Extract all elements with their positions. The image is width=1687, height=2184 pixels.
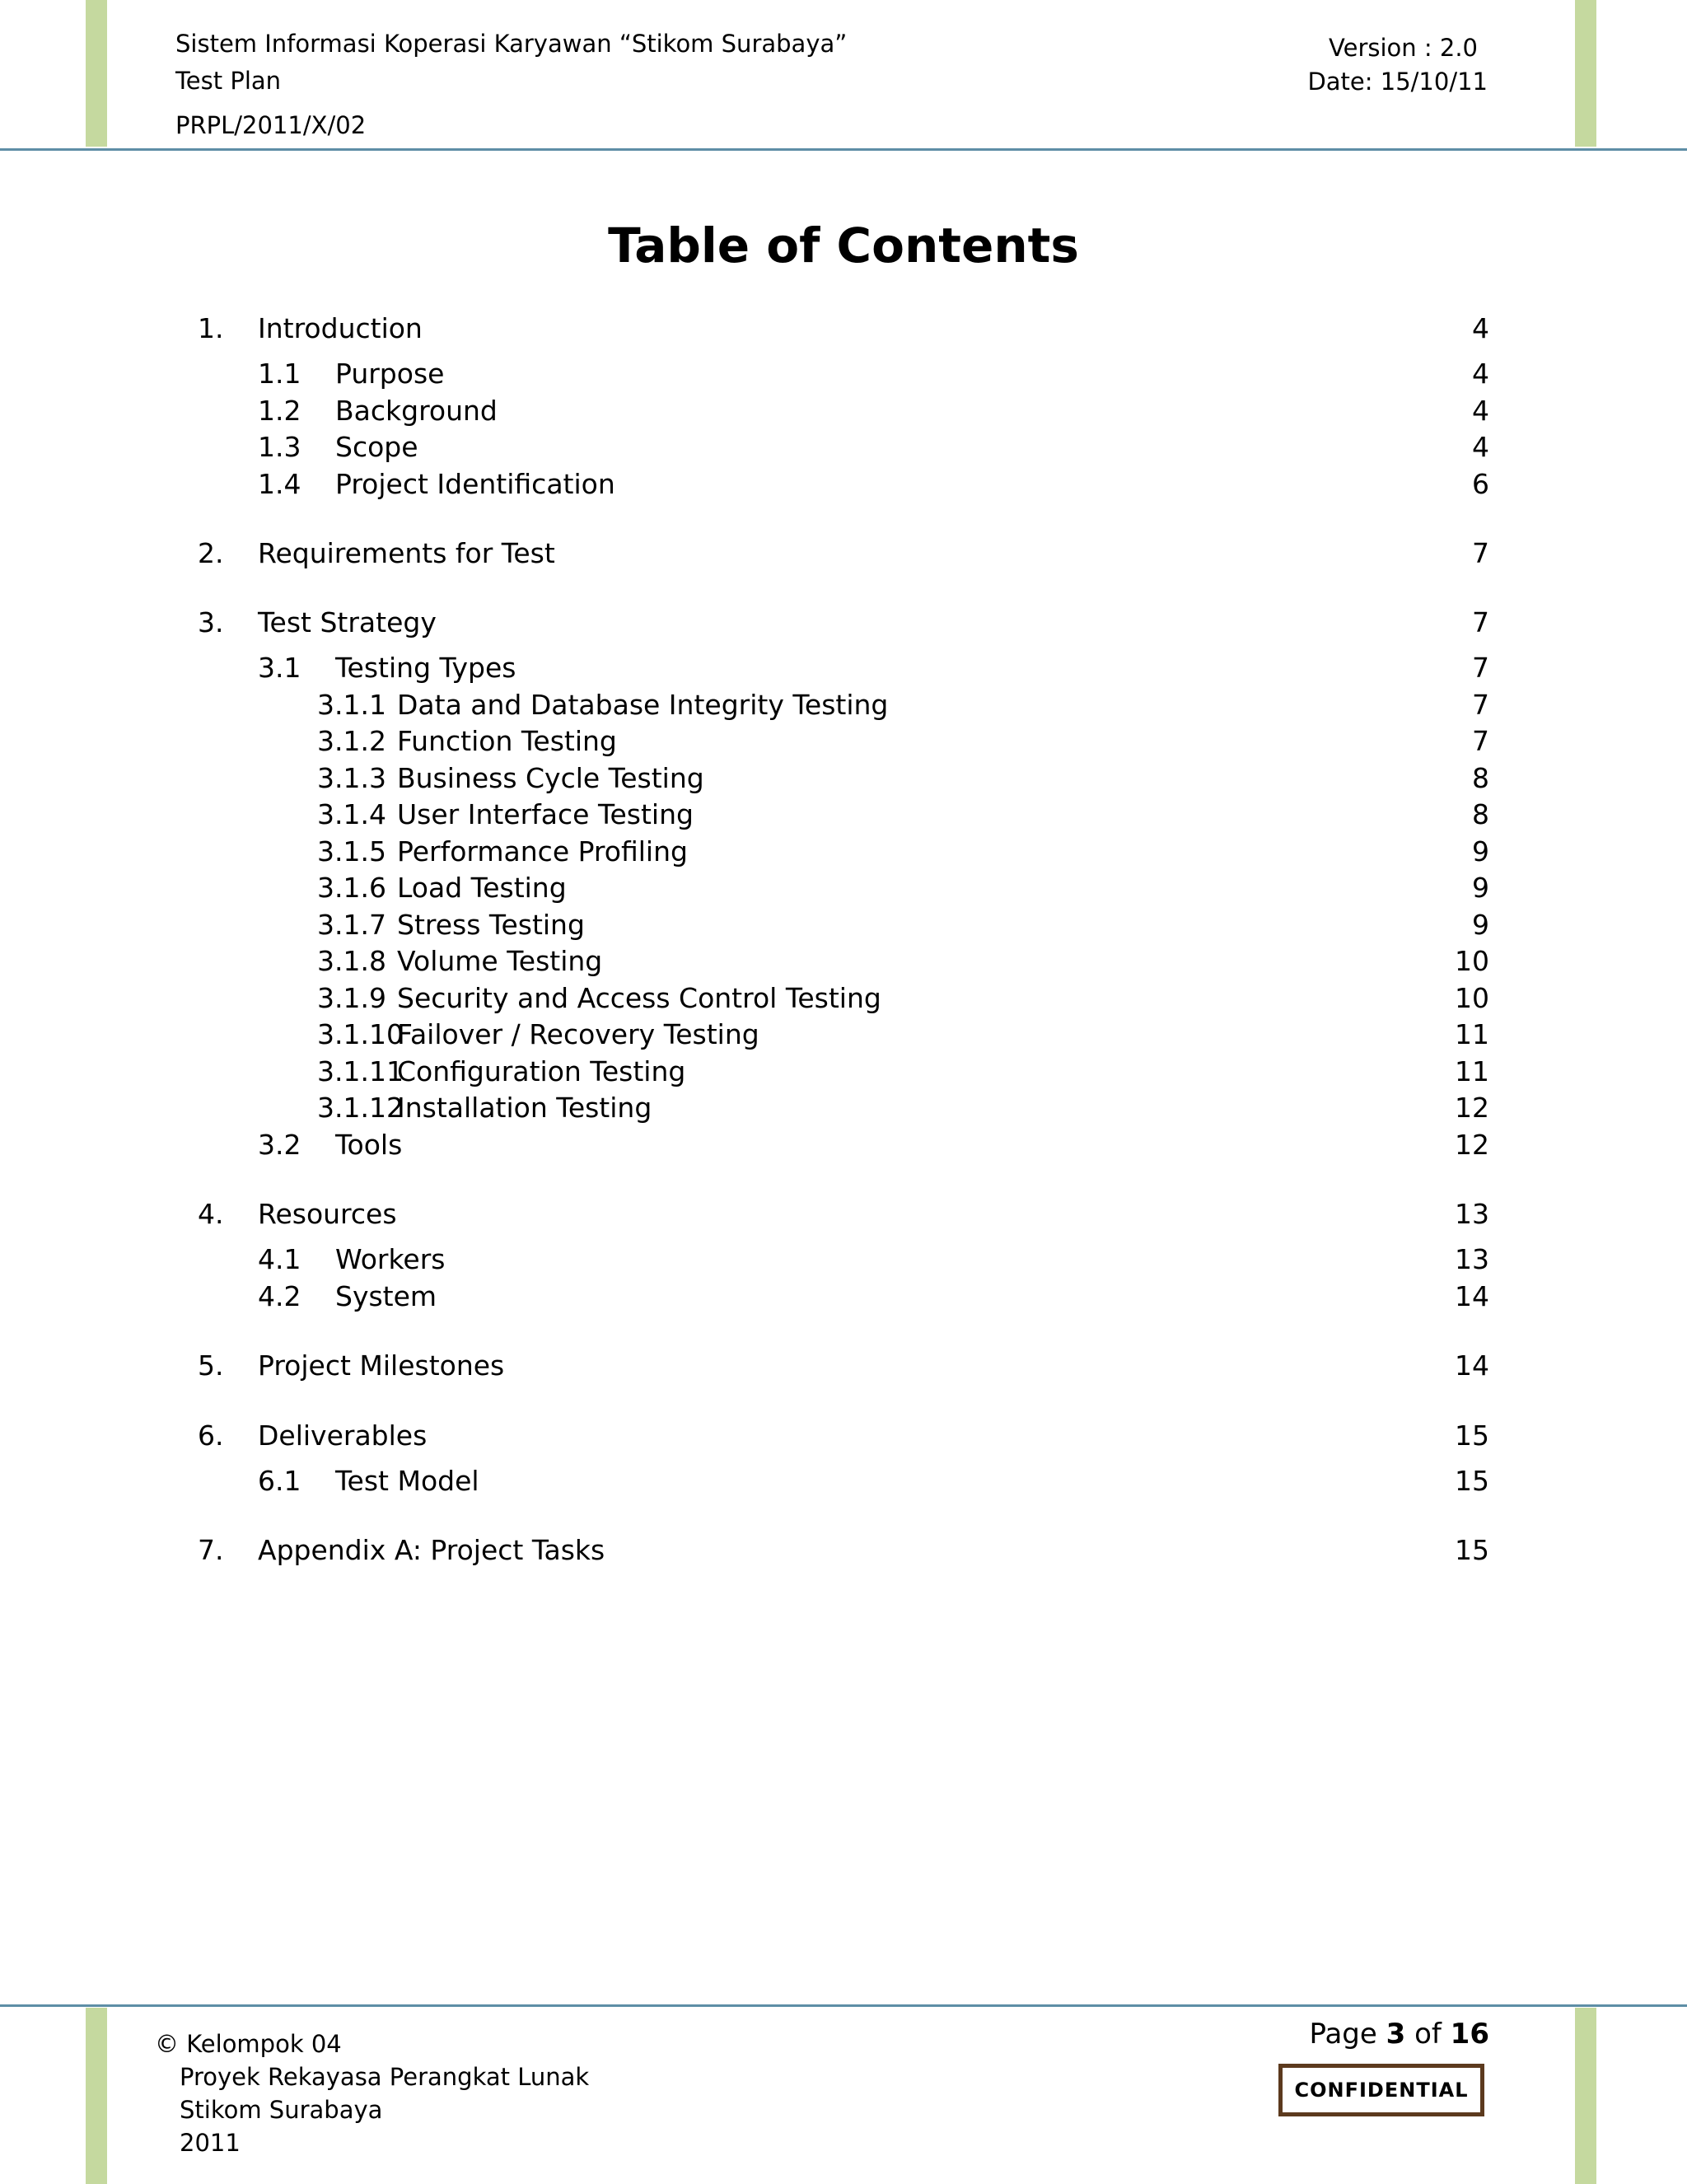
toc-label: Failover / Recovery Testing — [397, 1018, 759, 1050]
toc-label: Deliverables — [258, 1419, 428, 1452]
toc-label: Introduction — [258, 312, 423, 344]
toc-label: Business Cycle Testing — [397, 762, 704, 794]
toc-entry-3[interactable] — [0, 605, 1687, 641]
toc-page: 14 — [1455, 1349, 1489, 1382]
toc-page: 10 — [1455, 945, 1489, 977]
toc-page: 8 — [1472, 798, 1489, 830]
toc-number: 6.1 — [258, 1465, 301, 1497]
toc-label: Configuration Testing — [397, 1055, 686, 1087]
toc-number: 3.1.10 — [317, 1018, 404, 1050]
toc-label: User Interface Testing — [397, 798, 694, 830]
confidential-stamp: CONFIDENTIAL — [1278, 2064, 1484, 2116]
toc-number: 1.1 — [258, 358, 301, 390]
toc-number: 1.2 — [258, 395, 301, 427]
toc-entry-3-1-12[interactable] — [0, 1090, 1687, 1126]
toc-number: 3.1.6 — [317, 872, 386, 904]
toc-label: Security and Access Control Testing — [397, 982, 881, 1014]
toc-label: Requirements for Test — [258, 537, 555, 569]
toc-number: 3.1.2 — [317, 725, 386, 757]
toc-number: 2. — [198, 537, 224, 569]
toc-page: 12 — [1455, 1092, 1489, 1124]
toc-entry-6[interactable] — [0, 1418, 1687, 1454]
toc-page: 7 — [1472, 689, 1489, 721]
toc-page: 11 — [1455, 1018, 1489, 1050]
page-total: 16 — [1450, 2018, 1489, 2051]
toc-entry-6-1[interactable] — [0, 1463, 1687, 1499]
toc-page: 15 — [1455, 1534, 1489, 1566]
toc-entry-3-1-8[interactable] — [0, 943, 1687, 980]
toc-label: Performance Profiling — [397, 835, 688, 868]
header-version: Version : 2.0 — [1329, 34, 1478, 62]
toc-label: Function Testing — [397, 725, 617, 757]
page-title: Table of Contents — [608, 217, 1079, 274]
page-current: 3 — [1386, 2018, 1406, 2051]
toc-page: 4 — [1472, 358, 1489, 390]
toc-label: Appendix A: Project Tasks — [258, 1534, 605, 1566]
toc-entry-3-1-2[interactable] — [0, 723, 1687, 760]
toc-page: 15 — [1455, 1465, 1489, 1497]
toc-label: Project Milestones — [258, 1349, 505, 1382]
toc-number: 3.1.5 — [317, 835, 386, 868]
toc-label: Load Testing — [397, 872, 567, 904]
toc-entry-3-1-4[interactable] — [0, 797, 1687, 833]
page-word: Page — [1309, 2018, 1377, 2051]
toc-label: Data and Database Integrity Testing — [397, 689, 889, 721]
toc-page: 6 — [1472, 468, 1489, 500]
toc-entry-3-1-9[interactable] — [0, 980, 1687, 1017]
page-number — [1309, 2016, 1489, 2052]
toc-label: Test Model — [335, 1465, 479, 1497]
toc-entry-3-1-3[interactable] — [0, 760, 1687, 797]
toc-label: Installation Testing — [397, 1092, 652, 1124]
toc-number: 1.4 — [258, 468, 301, 500]
toc-page: 13 — [1455, 1198, 1489, 1230]
header-rule — [0, 148, 1687, 151]
toc-entry-1-4[interactable] — [0, 466, 1687, 503]
toc-entry-3-1-7[interactable] — [0, 907, 1687, 943]
toc-entry-1[interactable] — [0, 311, 1687, 347]
toc-page: 4 — [1472, 395, 1489, 427]
toc-page: 7 — [1472, 606, 1489, 638]
toc-entry-1-2[interactable] — [0, 393, 1687, 429]
footer-rule — [0, 2004, 1687, 2007]
footer-institution: Stikom Surabaya — [180, 2096, 383, 2124]
toc-label: System — [335, 1280, 437, 1312]
toc-page: 9 — [1472, 909, 1489, 941]
header-date: Date: 15/10/11 — [1307, 68, 1488, 96]
toc-page: 15 — [1455, 1419, 1489, 1452]
header-system-name: Sistem Informasi Koperasi Karyawan “Stikom Surabaya” — [175, 30, 848, 58]
toc-number: 3.1.12 — [317, 1092, 404, 1124]
toc-page: 9 — [1472, 835, 1489, 868]
footer-left-bar — [86, 2008, 107, 2184]
toc-entry-3-1-5[interactable] — [0, 834, 1687, 870]
footer-copyright: © Kelompok 04 — [155, 2030, 342, 2058]
toc-page: 10 — [1455, 982, 1489, 1014]
header-doc-type: Test Plan — [175, 67, 282, 95]
toc-entry-5[interactable] — [0, 1348, 1687, 1384]
toc-entry-3-1-1[interactable] — [0, 687, 1687, 723]
toc-number: 3.1.1 — [317, 689, 386, 721]
toc-entry-4-1[interactable] — [0, 1242, 1687, 1278]
toc-number: 6. — [198, 1419, 224, 1452]
page-of: of — [1414, 2018, 1442, 2051]
toc-page: 8 — [1472, 762, 1489, 794]
toc-entry-3-1-11[interactable] — [0, 1054, 1687, 1090]
toc-entry-1-1[interactable] — [0, 356, 1687, 392]
toc-entry-3-1-10[interactable] — [0, 1017, 1687, 1053]
footer-right-bar — [1575, 2008, 1596, 2184]
toc-number: 1. — [198, 312, 224, 344]
toc-number: 7. — [198, 1534, 224, 1566]
toc-label: Resources — [258, 1198, 397, 1230]
toc-entry-1-3[interactable] — [0, 429, 1687, 465]
toc-page: 7 — [1472, 725, 1489, 757]
toc-entry-3-1-6[interactable] — [0, 870, 1687, 906]
toc-number: 3.1.3 — [317, 762, 386, 794]
header-left-bar — [86, 0, 107, 147]
toc-number: 1.3 — [258, 431, 301, 463]
header-right-bar — [1575, 0, 1596, 147]
toc-entry-4-2[interactable] — [0, 1279, 1687, 1315]
toc-page: 7 — [1472, 537, 1489, 569]
toc-entry-3-2[interactable] — [0, 1127, 1687, 1163]
toc-label: Testing Types — [335, 652, 516, 684]
header-doc-code: PRPL/2011/X/02 — [175, 111, 367, 139]
toc-entry-2[interactable] — [0, 535, 1687, 572]
toc-page: 13 — [1455, 1243, 1489, 1275]
toc-number: 5. — [198, 1349, 224, 1382]
footer-project: Proyek Rekayasa Perangkat Lunak — [180, 2063, 590, 2091]
toc-number: 3.1.11 — [317, 1055, 404, 1087]
toc-number: 4.2 — [258, 1280, 301, 1312]
toc-page: 4 — [1472, 312, 1489, 344]
toc-page: 4 — [1472, 431, 1489, 463]
toc-number: 3. — [198, 606, 224, 638]
toc-number: 3.2 — [258, 1129, 301, 1161]
toc-page: 11 — [1455, 1055, 1489, 1087]
toc-label: Tools — [335, 1129, 403, 1161]
toc-page: 7 — [1472, 652, 1489, 684]
toc-label: Volume Testing — [397, 945, 603, 977]
toc-entry-3-1[interactable] — [0, 650, 1687, 686]
toc-label: Project Identification — [335, 468, 615, 500]
toc-label: Workers — [335, 1243, 446, 1275]
toc-number: 4.1 — [258, 1243, 301, 1275]
footer-year: 2011 — [180, 2129, 241, 2157]
toc-label: Purpose — [335, 358, 445, 390]
toc-page: 14 — [1455, 1280, 1489, 1312]
toc-number: 3.1.4 — [317, 798, 386, 830]
toc-number: 4. — [198, 1198, 224, 1230]
toc-label: Test Strategy — [258, 606, 437, 638]
toc-entry-4[interactable] — [0, 1196, 1687, 1232]
toc-number: 3.1.7 — [317, 909, 386, 941]
toc-number: 3.1 — [258, 652, 301, 684]
toc-label: Stress Testing — [397, 909, 585, 941]
toc-page: 9 — [1472, 872, 1489, 904]
toc-entry-7[interactable] — [0, 1532, 1687, 1569]
toc-label: Scope — [335, 431, 418, 463]
toc-label: Background — [335, 395, 498, 427]
toc-number: 3.1.9 — [317, 982, 386, 1014]
toc-page: 12 — [1455, 1129, 1489, 1161]
toc-number: 3.1.8 — [317, 945, 386, 977]
